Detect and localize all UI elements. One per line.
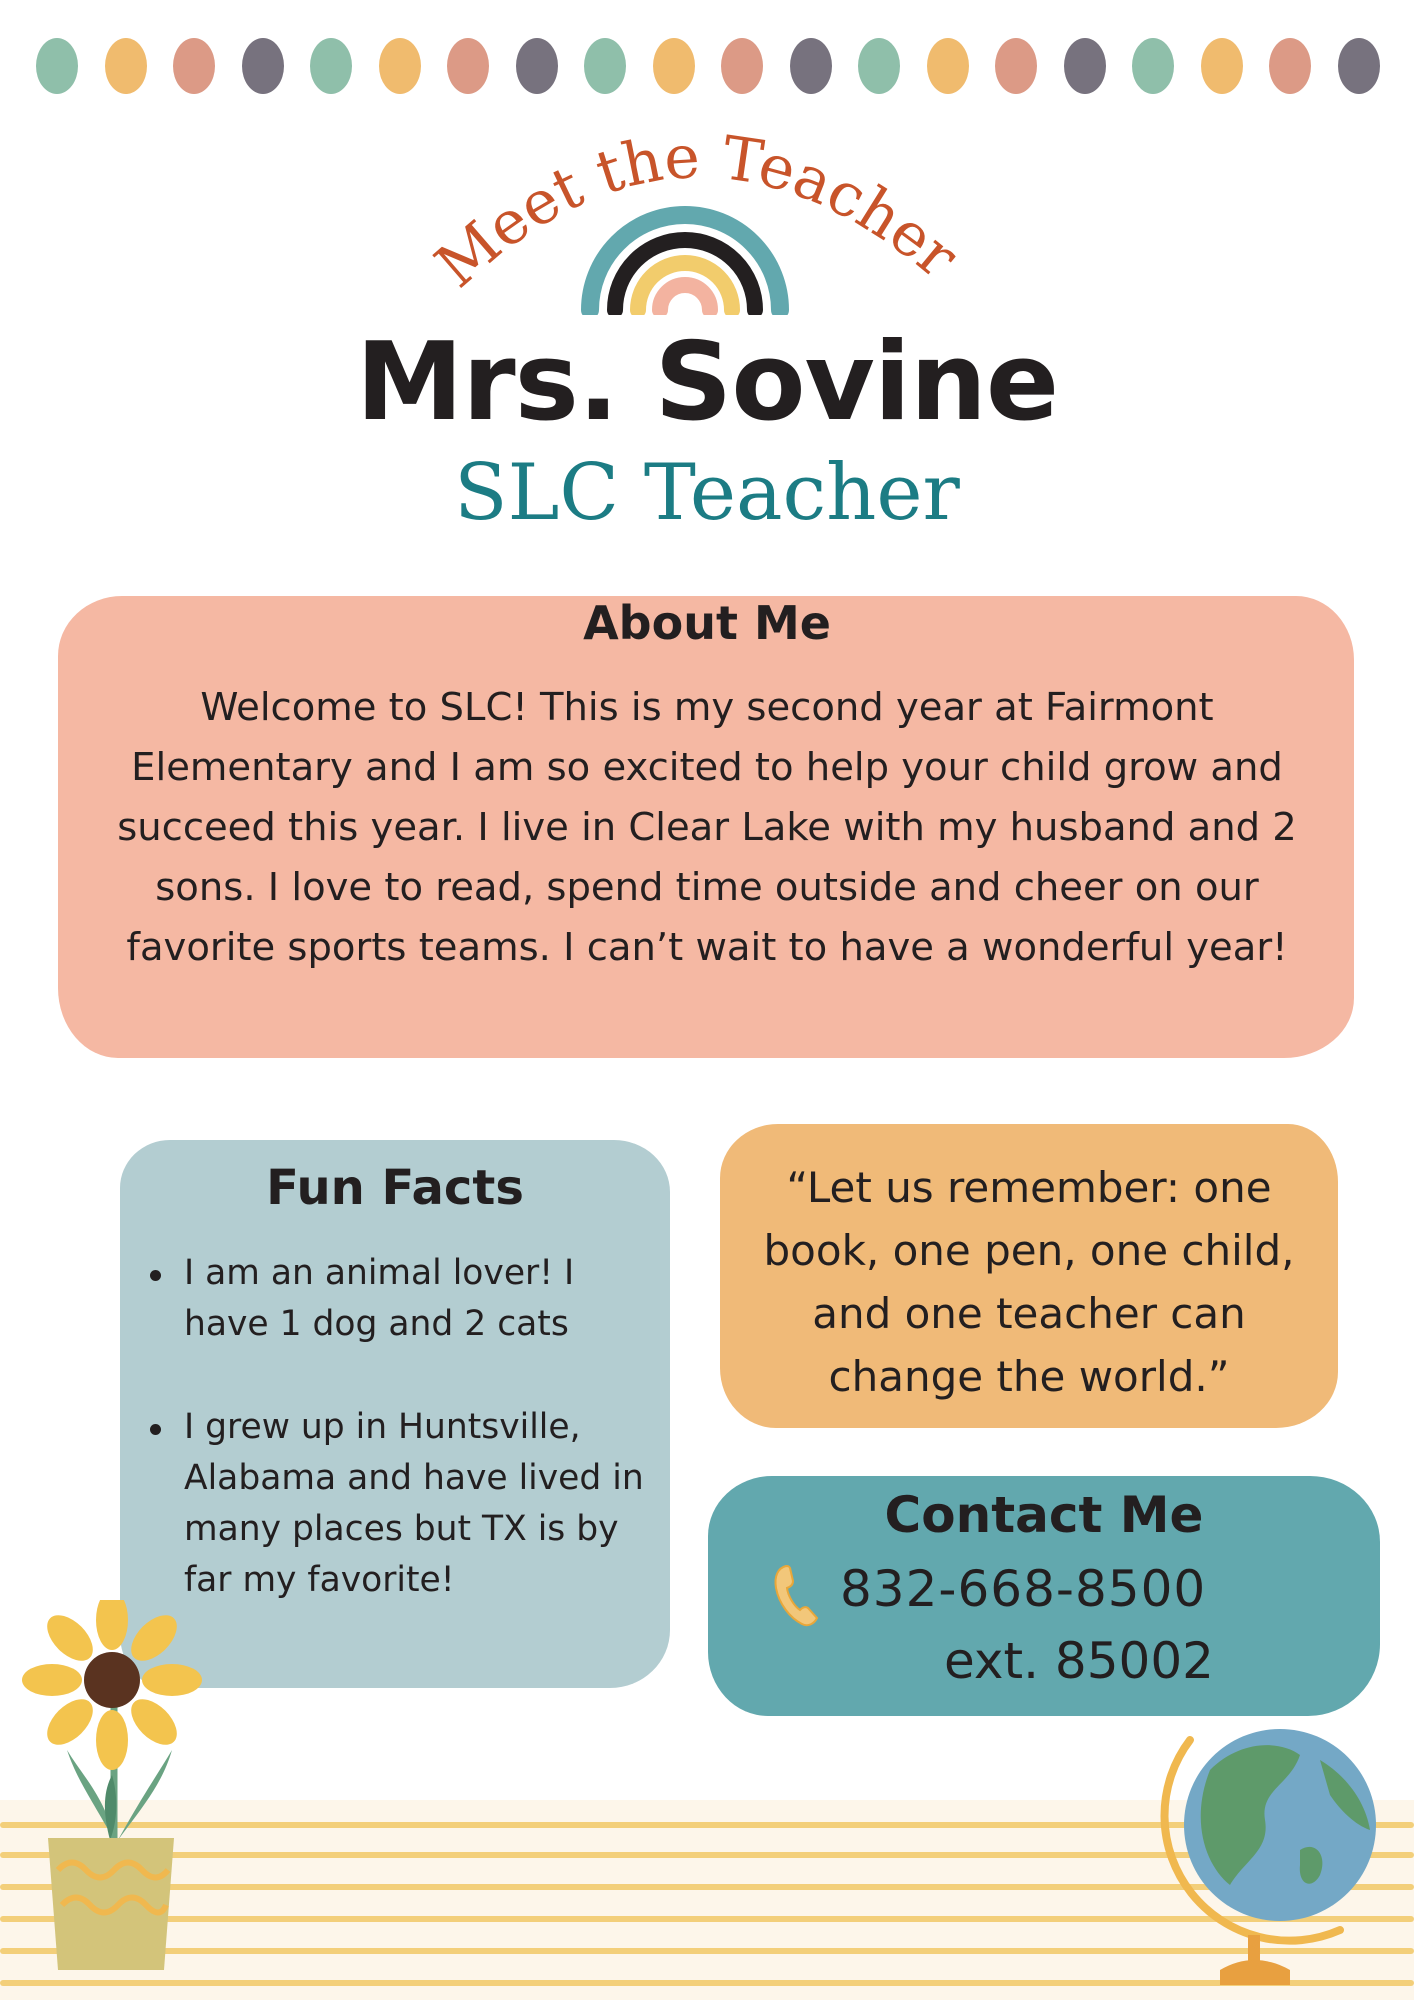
arc-title-text: Meet the Teacher: [422, 121, 971, 302]
decorative-dot: [379, 38, 421, 94]
decorative-dot: [584, 38, 626, 94]
decorative-dot: [927, 38, 969, 94]
about-me-heading: About Me: [583, 596, 831, 650]
fun-fact-item: I grew up in Huntsville, Alabama and have lived in many places but TX is by far my favorite!: [150, 1402, 650, 1606]
quote-text: “Let us remember: one book, one pen, one child, and one teacher can change the world.”: [763, 1163, 1295, 1401]
fun-facts-list: [150, 1248, 650, 1658]
decorative-dot: [858, 38, 900, 94]
phone-icon: [772, 1562, 822, 1628]
decorative-dot: [173, 38, 215, 94]
decorative-dot-row: [36, 38, 1386, 96]
decorative-dot: [790, 38, 832, 94]
decorative-dot: [995, 38, 1037, 94]
fun-facts-heading: Fun Facts: [266, 1160, 524, 1216]
decorative-dot: [1064, 38, 1106, 94]
rainbow-icon: [580, 195, 790, 315]
decorative-dot: [721, 38, 763, 94]
teacher-role: SLC Teacher: [454, 448, 960, 538]
contact-phone-number[interactable]: 832-668-8500: [840, 1560, 1207, 1618]
contact-heading: Contact Me: [884, 1486, 1204, 1544]
decorative-dot: [447, 38, 489, 94]
decorative-dot: [1269, 38, 1311, 94]
about-me-text: Welcome to SLC! This is my second year at Fairmont Elementary and I am so excited to help your child grow and succeed this year. I live in Clear Lake with my husband and 2 sons. I love to read, spend time outside and cheer on our favorite sports teams. I can’t wait to have a wonderful year!: [117, 685, 1297, 970]
decorative-dot: [653, 38, 695, 94]
teacher-name: Mrs. Sovine: [355, 320, 1059, 445]
decorative-dot: [105, 38, 147, 94]
decorative-dot: [1201, 38, 1243, 94]
decorative-dot: [1338, 38, 1380, 94]
decorative-dot: [516, 38, 558, 94]
decorative-dot: [242, 38, 284, 94]
sunflower-icon: [22, 1600, 202, 2000]
decorative-dot: [1132, 38, 1174, 94]
contact-extension: ext. 85002: [944, 1632, 1214, 1690]
fun-fact-item: I am an animal lover! I have 1 dog and 2 cats: [150, 1248, 650, 1350]
decorative-dot: [310, 38, 352, 94]
globe-icon: [1150, 1700, 1400, 1995]
decorative-dot: [36, 38, 78, 94]
